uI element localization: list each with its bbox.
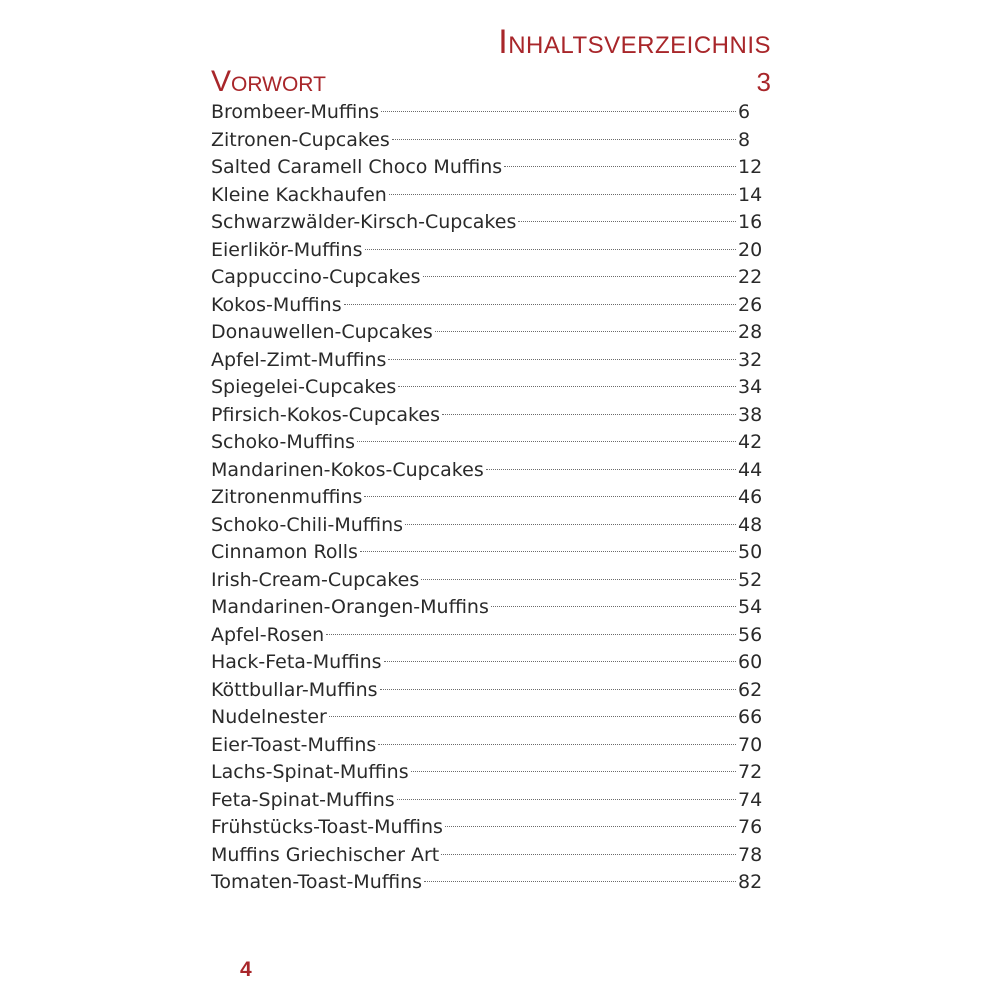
toc-entry-title: Spiegelei-Cupcakes	[211, 376, 397, 398]
toc-entry-title: Salted Caramell Choco Muffins	[211, 156, 503, 178]
toc-entry-title: Muffins Griechischer Art	[211, 843, 440, 866]
toc-entry-page: 32	[738, 348, 763, 371]
dot-leader	[364, 496, 736, 497]
section-heading-row	[211, 64, 771, 100]
toc-entry-page: 48	[738, 513, 763, 536]
dot-leader	[435, 331, 736, 332]
toc-entry	[211, 567, 761, 595]
toc-entry-title: Hack-Feta-Muffins	[211, 651, 382, 673]
toc-entry	[211, 814, 761, 842]
toc-entry-title: Cappuccino-Cupcakes	[211, 266, 421, 288]
toc-entry-page: 70	[738, 733, 763, 756]
page-title: Inhaltsverzeichnis	[498, 23, 771, 61]
dot-leader	[424, 881, 736, 882]
dot-leader	[421, 579, 736, 580]
toc-entry	[211, 402, 761, 430]
toc-entry-page: 16	[738, 211, 763, 233]
toc-entry-title: Zitronenmuffins	[211, 486, 363, 508]
toc-entry-title: Mandarinen-Kokos-Cupcakes	[211, 458, 484, 481]
toc-entry	[211, 622, 761, 650]
toc-entry-page: 60	[738, 651, 763, 673]
toc-entry-page: 44	[738, 458, 763, 481]
toc-entry	[211, 319, 761, 347]
toc-entry-title: Pfirsich-Kokos-Cupcakes	[211, 403, 440, 426]
dot-leader	[442, 414, 736, 415]
toc-entry-page: 12	[738, 156, 763, 178]
toc-entry-page: 46	[738, 486, 763, 508]
toc-entry	[211, 154, 761, 182]
dot-leader	[398, 386, 736, 387]
toc-entry-page: 56	[738, 623, 763, 646]
dot-leader	[389, 194, 736, 195]
dot-leader	[381, 111, 736, 112]
toc-entry-page: 62	[738, 678, 763, 701]
toc-entry-title: Brombeer-Muffins	[211, 101, 380, 123]
toc-entry-page: 76	[738, 816, 763, 838]
toc-entry-page: 28	[738, 321, 763, 343]
toc-entry-page: 22	[738, 266, 763, 288]
toc-entry	[211, 484, 761, 512]
section-page-number: 3	[756, 67, 771, 97]
toc-entry-title: Cinnamon Rolls	[211, 541, 358, 563]
toc-entry-title: Mandarinen-Orangen-Muffins	[211, 596, 489, 618]
toc-entry-page: 14	[738, 183, 763, 206]
toc-entry	[211, 759, 761, 787]
toc-entry-page: 50	[738, 541, 763, 563]
toc-entry-page: 34	[738, 376, 763, 398]
toc-entry	[211, 429, 761, 457]
dot-leader	[388, 359, 736, 360]
toc-entry-title: Kokos-Muffins	[211, 293, 342, 316]
toc-entry-page: 52	[738, 568, 763, 591]
toc-entry-page: 72	[738, 761, 763, 783]
dot-leader	[329, 716, 736, 717]
dot-leader	[360, 551, 736, 552]
toc-entry	[211, 99, 761, 127]
toc-entry	[211, 127, 761, 155]
toc-entry	[211, 787, 761, 815]
toc-entry-title: Apfel-Rosen	[211, 623, 325, 646]
toc-entry-page: 20	[738, 238, 763, 261]
toc-entry-title: Eierlikör-Muffins	[211, 238, 363, 261]
dot-leader	[380, 689, 736, 690]
dot-leader	[518, 221, 736, 222]
toc-entry-page: 38	[738, 403, 763, 426]
toc-entry	[211, 374, 761, 402]
toc-entry-page: 66	[738, 706, 763, 728]
toc-entry-title: Tomaten-Toast-Muffins	[211, 871, 423, 893]
toc-entry	[211, 292, 761, 320]
dot-leader	[392, 139, 736, 140]
page-number: 4	[240, 958, 252, 981]
dot-leader	[365, 249, 737, 250]
toc-entry-title: Kleine Kackhaufen	[211, 183, 387, 206]
toc-entry-page: 82	[738, 871, 763, 893]
toc-entry	[211, 539, 761, 567]
toc-entry-title: Frühstücks-Toast-Muffins	[211, 816, 443, 838]
dot-leader	[411, 771, 736, 772]
toc-entry	[211, 237, 761, 265]
section-title: Vorwort	[211, 65, 326, 98]
dot-leader	[491, 606, 736, 607]
toc-entry	[211, 347, 761, 375]
toc-entry-page: 26	[738, 293, 763, 316]
dot-leader	[357, 441, 736, 442]
toc-entry-title: Eier-Toast-Muffins	[211, 733, 377, 756]
toc-entry	[211, 512, 761, 540]
toc-entry-title: Schoko-Muffins	[211, 431, 356, 453]
toc-entry	[211, 842, 761, 870]
toc-entry-page: 42	[738, 431, 763, 453]
toc-entry	[211, 732, 761, 760]
toc-entry	[211, 182, 761, 210]
dot-leader	[326, 634, 736, 635]
toc-entry-page: 6	[738, 101, 751, 123]
toc-entry-title: Schwarzwälder-Kirsch-Cupcakes	[211, 211, 517, 233]
toc-entry-title: Zitronen-Cupcakes	[211, 128, 390, 151]
toc-entry-title: Nudelnester	[211, 706, 327, 728]
toc-entry	[211, 457, 761, 485]
dot-leader	[486, 469, 736, 470]
dot-leader	[423, 276, 737, 277]
toc-entry-title: Schoko-Chili-Muffins	[211, 513, 404, 536]
toc-entry	[211, 264, 761, 292]
toc-entry-page: 54	[738, 596, 763, 618]
toc-entry-title: Feta-Spinat-Muffins	[211, 788, 395, 811]
dot-leader	[384, 661, 736, 662]
toc-entry-title: Donauwellen-Cupcakes	[211, 321, 433, 343]
toc-entry-title: Apfel-Zimt-Muffins	[211, 348, 387, 371]
dot-leader	[441, 854, 736, 855]
toc-entry-title: Lachs-Spinat-Muffins	[211, 761, 409, 783]
toc-entry-page: 8	[738, 128, 751, 151]
toc-entry	[211, 594, 761, 622]
toc-entry	[211, 869, 761, 897]
dot-leader	[445, 826, 736, 827]
toc-entry-page: 78	[738, 843, 763, 866]
dot-leader	[344, 304, 736, 305]
toc-entry-title: Irish-Cream-Cupcakes	[211, 568, 420, 591]
dot-leader	[504, 166, 736, 167]
table-of-contents	[211, 99, 761, 897]
toc-entry	[211, 649, 761, 677]
dot-leader	[397, 799, 736, 800]
toc-entry	[211, 677, 761, 705]
toc-entry-title: Köttbullar-Muffins	[211, 678, 378, 701]
toc-entry	[211, 209, 761, 237]
dot-leader	[405, 524, 736, 525]
toc-entry	[211, 704, 761, 732]
dot-leader	[378, 744, 736, 745]
toc-entry-page: 74	[738, 788, 763, 811]
